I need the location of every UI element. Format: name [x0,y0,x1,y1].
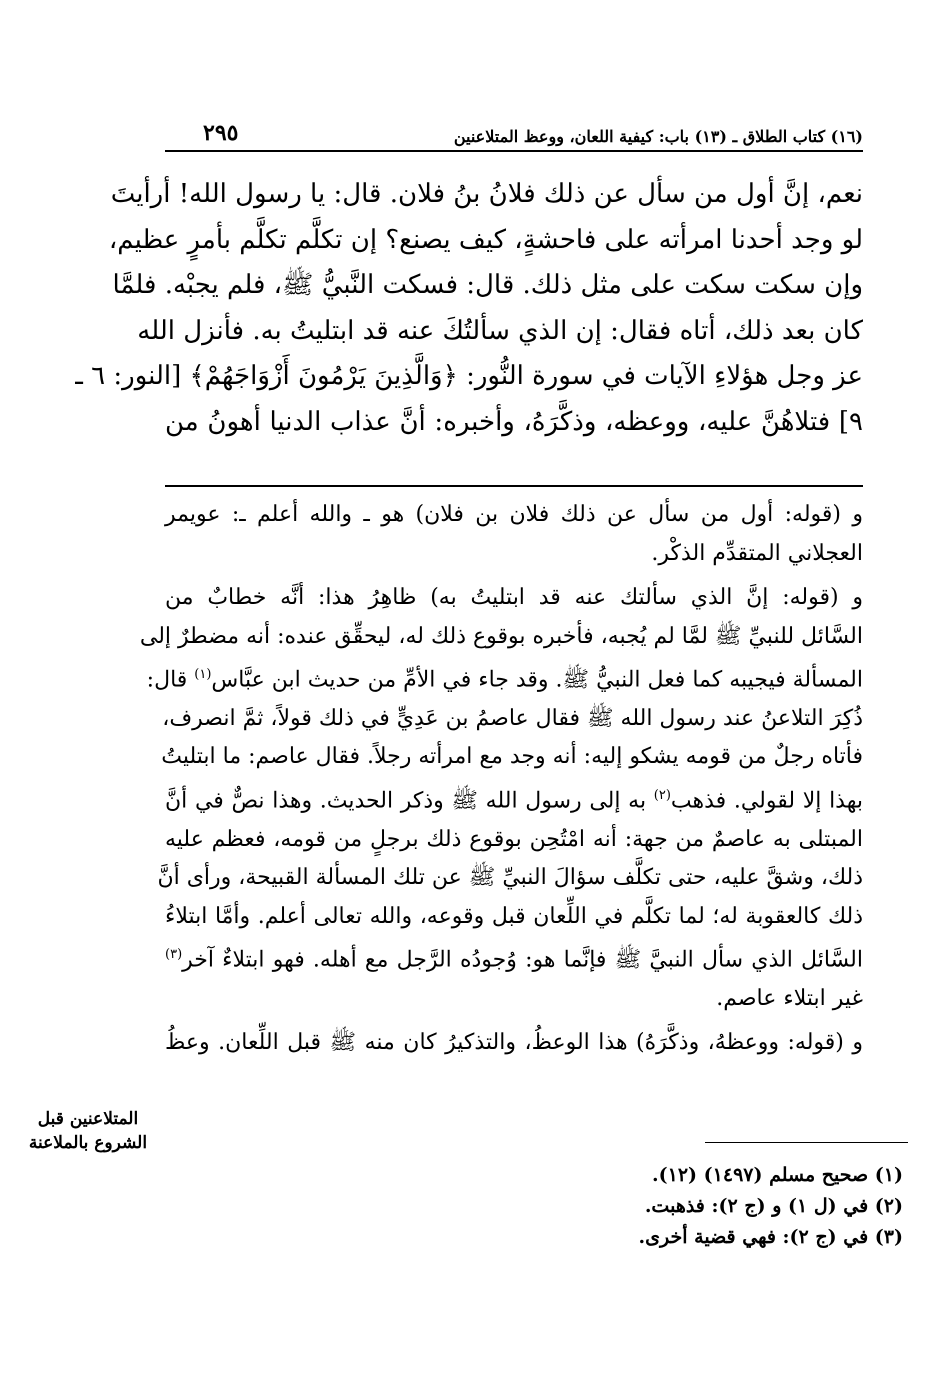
commentary-line [165,777,863,821]
footnote-ref: (١) [194,667,212,682]
commentary-line: المبتلى به عاصمٌ من جهة: أنه امْتُحِن بوقوع ذلك برجلٍ من قومه، فعظم عليه [165,826,863,852]
commentary-text: بهذا إلا لقولي. فذهب [670,788,863,814]
hadith-line: كان بعد ذلك، أتاه فقال: إن الذي سألتُكَ عنه قد ابتليتُ به. فأنزل الله [137,315,863,346]
hadith-line: ٩] فتلاهُنَّ عليه، ووعظه، وذكَّرَهُ، وأخبره: أنَّ عذاب الدنيا أهونُ من [165,406,863,437]
commentary-line: و (قوله: أول من سأل عن ذلك فلان بن فلان) هو ـ والله أعلم ـ: عويمر [165,502,863,527]
commentary-line: غير ابتلاء عاصم. [716,985,863,1011]
commentary-line: العجلاني المتقدِّم الذكْر. [651,540,863,566]
commentary-paragraph [165,1024,863,1063]
margin-heading-line: المتلاعنين قبل [37,1109,139,1129]
hadith-line: وإن سكت سكت على مثل ذلك. قال: فسكت النَّبيُّ ﷺ، فلم يجبْه. فلمَّا [112,270,863,300]
footnote-separator [705,1142,908,1143]
footnote: (٣) في (ج ٢): فهي قضية أخرى. [638,1226,903,1248]
commentary-line: ذلك كالعقوبة له؛ لما تكلَّم في اللِّعان قبل وقوعه، والله تعالى أعلم. وأمَّا ابتلاءُ [165,903,863,929]
commentary [139,496,863,1069]
margin-heading-line: الشروع بالملاعنة [28,1133,148,1153]
commentary-text: به إلى رسول الله ﷺ وذكر الحديث. وهذا نصٌّ في أنَّ [165,788,654,814]
footnote: (٢) في (ل ١) و (ج ٢): فذهبت. [644,1195,903,1217]
commentary-paragraph [165,496,863,573]
footnotes [503,1160,903,1253]
commentary-line: و (قوله: ووعظهُ، وذكَّرَهُ) هذا الوعظُ، والتذكيرُ كان منه ﷺ قبل اللِّعان. وعظُ [165,1030,863,1056]
page-header [165,112,863,152]
commentary-line: ذُكِرَ التلاعنُ عند رسول الله ﷺ فقال عاصمُ بن عَدِيٍّ في ذلك قولاً، ثمَّ انصرف، [162,705,863,731]
hadith-line: نعم، إنَّ أول من سأل عن ذلك فلانُ بنُ فلان. قال: يا رسول الله! أرأيتَ [110,179,863,209]
commentary-text: قال: [146,667,195,693]
page-number: ٢٩٥ [203,120,239,146]
commentary-line: فأتاه رجلٌ من قومه يشكو إليه: أنه وجد مع امرأته رجلاً. فقال عاصم: ما ابتليتُ [161,744,863,770]
commentary-paragraph [139,579,863,1018]
hadith-line: لو وجد أحدنا امرأته على فاحشةٍ، كيف يصنع؟ إن تكلَّم تكلَّم بأمرٍ عظيم، [108,224,863,255]
hadith-text [75,172,863,445]
commentary-line: ذلك، وشقَّ عليه، حتى تكلَّف سؤالَ النبيِّ ﷺ عن تلك المسألة القبيحة، ورأى أنَّ [157,865,863,891]
commentary-text: السَّائل الذي سأل النبيَّ ﷺ فإنَّما هو: وُجودُه الرَّجل مع أهله. فهو ابتلاءٌ آخر [182,947,863,973]
footnote: (١) صحيح مسلم (١٤٩٧) (١٢). [652,1164,903,1186]
commentary-text: المسألة فيجيبه كما فعل النبيُّ ﷺ. وقد جاء في الأمِّ من حديث ابن عبَّاس [211,667,863,693]
hadith-line: عز وجل هؤلاءِ الآيات في سورة النُّور: ﴿وَالَّذِينَ يَرْمُونَ أَزْوَاجَهُمْ﴾ [النور: ٦ ـ [75,361,863,391]
commentary-line [165,936,863,980]
footnote-ref: (٢) [653,787,671,803]
running-head: (١٦) كتاب الطلاق ـ (١٣) باب: كيفية اللعان، ووعظ المتلاعنين [453,127,863,146]
footnote-ref: (٣) [165,947,183,963]
commentary-line: السَّائل للنبيِّ ﷺ لمَّا لم يُجبه، فأخبره بوقوع ذلك له، ليحقِّق عنده: أنه مضطرٌ إلى [139,623,863,649]
text-separator [165,485,863,487]
commentary-line: و (قوله: إنَّ الذي سألتك عنه قد ابتليتُ به) ظاهِرُ هذا: أنَّه خطابٌ من [165,585,863,610]
margin-heading [8,1107,168,1155]
commentary-line [146,656,863,700]
